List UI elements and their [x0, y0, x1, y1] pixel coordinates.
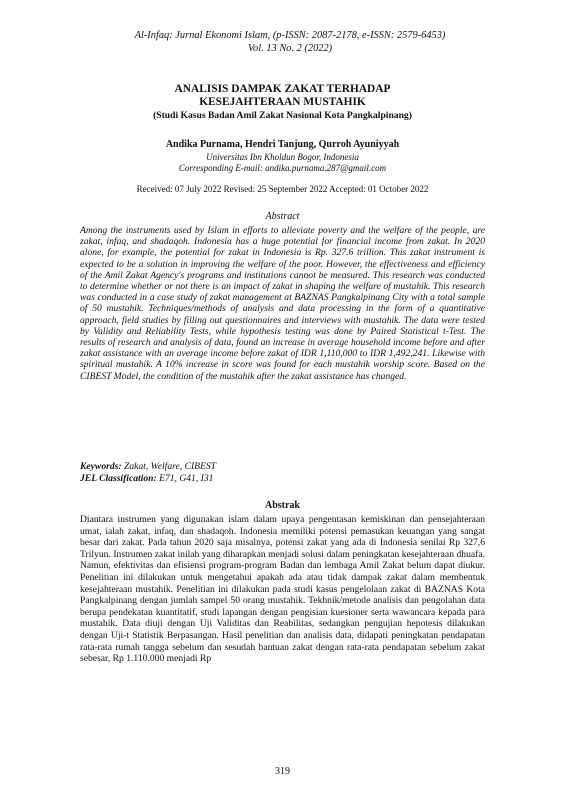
keywords-block	[80, 461, 485, 484]
jel-line	[80, 473, 485, 485]
journal-header	[100, 30, 480, 55]
keywords-line	[80, 461, 485, 473]
title-line-1: ANALISIS DAMPAK ZAKAT TERHADAP	[174, 83, 391, 95]
keywords-value: Zakat, Welfare, CIBEST	[123, 461, 217, 472]
paper-subtitle: (Studi Kasus Badan Amil Zakat Nasional Kota Pangkalpinang)	[153, 110, 412, 121]
keywords-label: Keywords:	[80, 461, 122, 472]
page-number: 319	[275, 766, 290, 777]
abstract-english: Among the instruments used by Islam in efforts to alleviate poverty and the welfare of the people, are zakat, infaq, and shadaqoh. Indonesia has a huge potential for financial income from zakat. In 2020 alone, for example, the potential for zakat in Indonesia is Rp. 327.6 trillion. This zakat instrument is expected to be a solution in improving the welfare of the poor. However, the effectiveness and efficiency of the Amil Zakat Agency's programs and institutions cannot be measured. This research was conducted to determine whether or not there is an impact of zakat in shaping the welfare of mustahik. This research was conducted in a case study of zakat management at BAZNAS Pangkalpinang City with a total sample of 50 mustahik. Techniques/methods of analysis and data processing in the form of a quantitative approach, field studies by filling out questionnaires and interviews with mustahik. The data were tested by Validity and Reliability Tests, while hypothesis testing was done by Paired Statistical t-Test. The results of research and analysis of data, found an increase in average household income before and after zakat assistance with an average income before zakat of IDR 1,110,000 to IDR 1,492,241. Likewise with spiritual mustahik. A 10% increase in score was found for each mustahik worship score. Based on the CIBEST Model, the condition of the mustahik after the zakat assistance has changed.	[80, 225, 485, 382]
journal-volume: Vol. 13 No. 2 (2022)	[247, 42, 333, 54]
jel-label: JEL Classification:	[80, 472, 157, 484]
abstract-heading: Abstract	[265, 211, 300, 222]
submission-dates: Received: 07 July 2022 Revised: 25 September 2022 Accepted: 01 October 2022	[136, 184, 429, 194]
author-list: Andika Purnama, Hendri Tanjung, Qurroh Ayuniyyah	[165, 139, 400, 150]
paper-title	[60, 83, 505, 108]
title-line-2: KESEJAHTERAAN MUSTAHIK	[199, 95, 366, 108]
abstract-indonesian: Diantara instrumen yang digunakan islam dalam upaya pengentasan kemiskinan dan pensejahteraan umat, ialah zakat, infaq, dan shadaqoh. Indonesia memiliki potensi pemasukan keuangan yang sangat besar dari zakat. Pada tahun 2020 saja misalnya, potensi zakat yang ada di Indonesia senilai Rp 327,6 Trilyun. Instrumen zakat inilah yang diharapkan menjadi solusi dalam peningkatan kesejahteraan dhuafa. Namun, efektivitas dan efisiensi program-program Badan dan lembaga Amil Zakat belum dapat diukur. Penelitian ini dilakukan untuk mengetahui apakah ada atau tidak dampak zakat dalam membentuk kesejahteraan mustahik. Penelitian ini dilakukan pada studi kasus pengelolaan zakat di BAZNAS Kota Pangkalpinang dengan jumlah sampel 50 orang mustahik. Tekhnik/metode analisis dan pengolahan data berupa pendekatan kuantitatif, studi lapangan dengan pengisian kuesioner serta wawancara kepada para mustahik. Data diuji dengan Uji Validitas dan Reabilitas, sedangkan pengujian hepotesis dilakukan dengan Uji-t Statistik Berpasangan. Hasil penelitian dan analisis data, didapati peningkatan pendapatan rata-rata rumah tangga sebelum dan sesudah bantuan zakat dengan rata-rata pendapatan sebelum zakat sebesar, Rp 1.110.000 menjadi Rp	[80, 514, 485, 665]
abstrak-heading: Abstrak	[264, 500, 300, 511]
journal-name: Al-Infaq: Jurnal Ekonomi Islam, (p-ISSN: 2087-2178, e-ISSN: 2579-6453)	[134, 30, 446, 41]
corresponding-email: Corresponding E-mail: andika.purnama.287@gmail.com	[178, 163, 387, 173]
jel-value: E71, G41, I31	[159, 472, 214, 484]
affiliation-block	[60, 152, 505, 174]
affiliation: Universitas Ibn Kholdun Bogor, Indonesia	[206, 152, 359, 162]
